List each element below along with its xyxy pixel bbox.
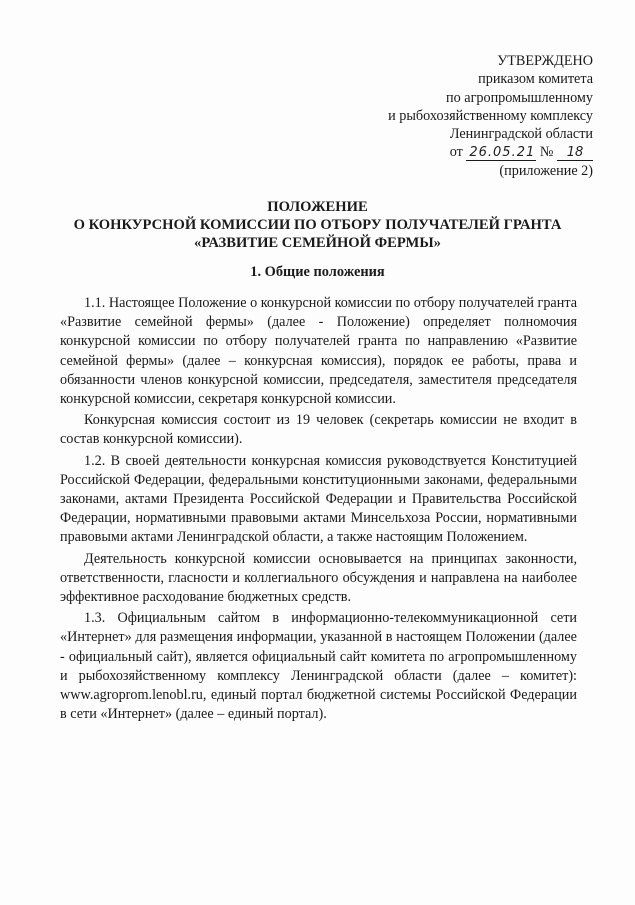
handwritten-number: 18 [557, 145, 593, 161]
paragraph-1-2: 1.2. В своей деятельности конкурсная комиссия руководствуется Конституцией Российской Федерации, федеральными конституционными законами, федеральными законами, актами Президента Российской Федерации и Правительства Российской Федерации, нормативными правовыми актами Минсельхоза России, нормативными правовыми актами Ленинградской области, а также настоящим Положением. [60, 452, 577, 546]
title-line-3: «РАЗВИТИЕ СЕМЕЙНОЙ ФЕРМЫ» [194, 235, 441, 251]
title-line-1: ПОЛОЖЕНИЕ [267, 199, 368, 215]
date-prefix: от [449, 144, 463, 161]
approval-date-line [353, 143, 593, 161]
paragraph-composition: Конкурсная комиссия состоит из 19 человек (секретарь комиссии не входит в состав конкурсной комиссии). [60, 412, 577, 448]
paragraph-1-1: 1.1. Настоящее Положение о конкурсной комиссии по отбору получателей гранта «Развитие семейной фермы» (далее - Положение) определяет полномочия конкурсной комиссии по отбору получателей гранта по направлению «Развитие семейной фермы» (далее – конкурсная комиссия), порядок ее работы, права и обязанности членов конкурсной комиссии, председателя, заместителя председателя конкурсной комиссии, секретаря конкурсной комиссии. [60, 295, 577, 408]
approval-status: УТВЕРЖДЕНО [497, 53, 593, 69]
approval-line-3: и рыбохозяйственному комплексу [388, 107, 593, 124]
approval-line-4: Ленинградской области [449, 126, 593, 143]
handwritten-date: 26.05.21 [466, 145, 536, 161]
paragraph-principles: Деятельность конкурсной комиссии основывается на принципах законности, ответственности, гласности и коллегиального обсуждения и направлена на наиболее эффективное расходование бюджетных средств. [60, 550, 577, 606]
body-text [60, 294, 577, 724]
approval-line-1: приказом комитета [478, 71, 593, 88]
approval-line-2: по агропромышленному [446, 89, 593, 106]
section-heading: 1. Общие положения [250, 264, 385, 280]
document-title [0, 198, 635, 252]
approval-block [353, 52, 593, 180]
title-line-2: О КОНКУРСНОЙ КОМИССИИ ПО ОТБОРУ ПОЛУЧАТЕЛЕЙ ГРАНТА [73, 217, 562, 233]
appendix-note: (приложение 2) [499, 162, 593, 179]
number-sign: № [539, 144, 554, 161]
paragraph-1-3: 1.3. Официальным сайтом в информационно-телекоммуникационной сети «Интернет» для размещения информации, указанной в настоящем Положении (далее - официальный сайт), является официальный сайт комитета по агропромышленному и рыбохозяйственному комплексу Ленинградской области (далее – комитет): www.agroprom.lenobl.ru, единый портал бюджетной системы Российской Федерации в сети «Интернет» (далее – единый портал). [60, 610, 577, 723]
